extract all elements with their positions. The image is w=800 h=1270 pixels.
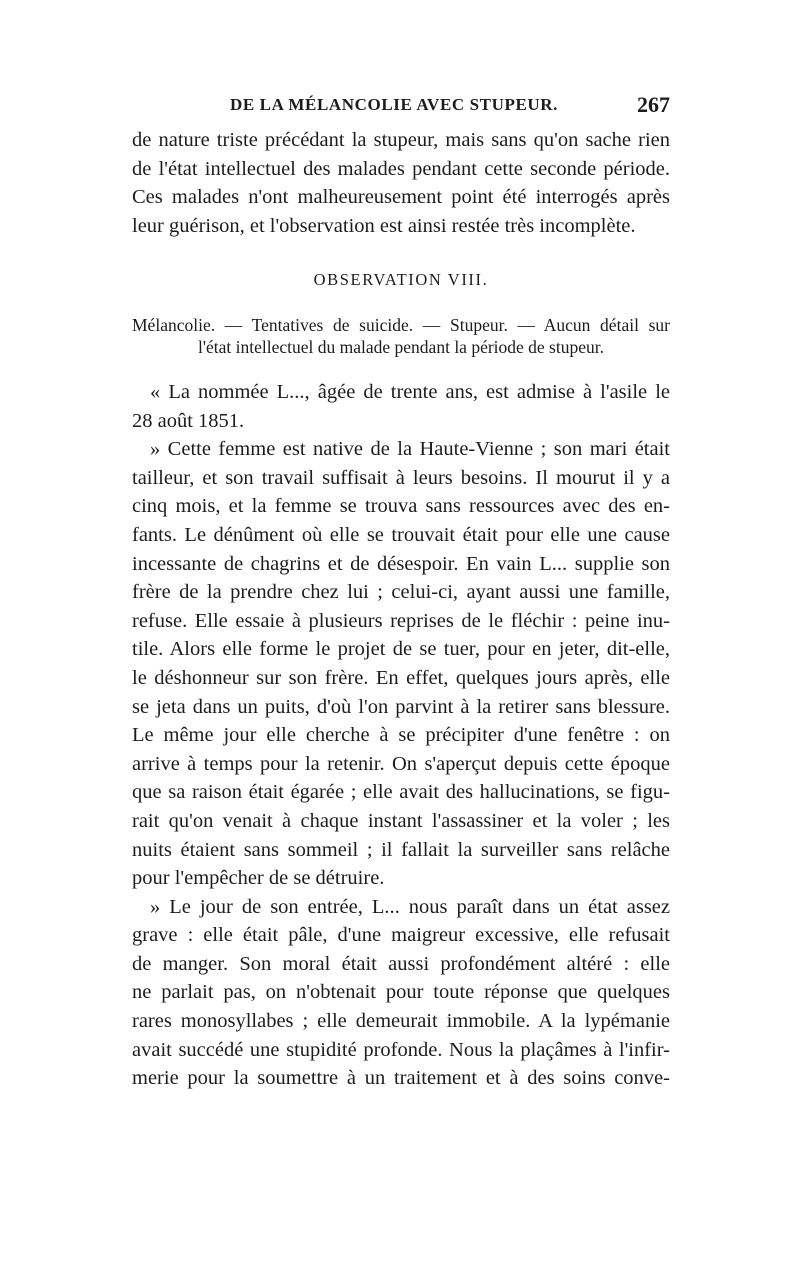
- observation-heading: OBSERVATION VIII.: [313, 270, 489, 289]
- text-line: tile. Alors elle forme le projet de se tuer, pour en jeter, dit-elle,: [132, 638, 670, 661]
- text-line: Le même jour elle cherche à se précipiter d'une fenêtre : on: [132, 724, 670, 747]
- text-line: rait qu'on venait à chaque instant l'assassiner et la voler ; les: [132, 809, 670, 832]
- text-line: pour l'empêcher de se détruire.: [132, 867, 385, 890]
- text-line: que sa raison était égarée ; elle avait des hallucinations, se figu-: [132, 781, 670, 804]
- text-line: frère de la prendre chez lui ; celui-ci, ayant aussi une famille,: [132, 581, 670, 604]
- observation-summary: [132, 314, 670, 358]
- text-line: rares monosyllabes ; elle demeurait immobile. A la lypémanie: [132, 1010, 670, 1033]
- text-line: » Le jour de son entrée, L... nous paraît dans un état assez: [150, 895, 670, 918]
- text-line: de manger. Son moral était aussi profondément altéré : elle: [132, 952, 670, 975]
- text-line: tailleur, et son travail suffisait à leurs besoins. Il mourut il y a: [132, 466, 670, 489]
- text-line: merie pour la soumettre à un traitement et à des soins conve-: [132, 1067, 670, 1090]
- intro-paragraph: [132, 126, 670, 240]
- text-line: 28 août 1851.: [132, 409, 245, 432]
- text-line: » Cette femme est native de la Haute-Vienne ; son mari était: [150, 438, 670, 461]
- observation-body: [132, 378, 670, 1093]
- text-line: avait succédé une stupidité profonde. Nous la plaçâmes à l'infir-: [132, 1038, 670, 1061]
- text-line: fants. Le dénûment où elle se trouvait était pour elle une cause: [132, 523, 670, 546]
- text-line: le déshonneur sur son frère. En effet, quelques jours après, elle: [132, 666, 670, 689]
- running-head: [130, 92, 670, 119]
- text-line: incessante de chagrins et de désespoir. En vain L... supplie son: [132, 552, 670, 575]
- text-line: se jeta dans un puits, d'où l'on parvint à la retirer sans blessure.: [132, 695, 670, 718]
- text-line: « La nommée L..., âgée de trente ans, est admise à l'asile le: [150, 381, 670, 403]
- text-line: Ces malades n'ont malheureusement point été interrogés après: [132, 186, 670, 209]
- page-number: 267: [637, 92, 670, 117]
- summary-line: l'état intellectuel du malade pendant la période de stupeur.: [198, 337, 604, 357]
- text-line: refuse. Elle essaie à plusieurs reprises de le fléchir : peine inu-: [132, 609, 670, 632]
- text-line: leur guérison, et l'observation est ainsi restée très incomplète.: [132, 214, 636, 237]
- text-line: nuits étaient sans sommeil ; il fallait la surveiller sans relâche: [132, 838, 670, 861]
- text-line: ne parlait pas, on n'obtenait pour toute réponse que quelques: [132, 981, 670, 1004]
- summary-line: Mélancolie. — Tentatives de suicide. — Stupeur. — Aucun détail sur: [132, 315, 670, 335]
- text-line: grave : elle était pâle, d'une maigreur excessive, elle refusait: [132, 924, 670, 947]
- text-line: de nature triste précédant la stupeur, mais sans qu'on sache rien: [132, 129, 670, 151]
- running-title: DE LA MÉLANCOLIE AVEC STUPEUR.: [230, 95, 559, 114]
- text-line: arrive à temps pour la retenir. On s'aperçut depuis cette époque: [132, 752, 670, 775]
- text-line: cinq mois, et la femme se trouva sans ressources avec des en-: [132, 495, 670, 518]
- text-line: de l'état intellectuel des malades pendant cette seconde période.: [132, 157, 670, 180]
